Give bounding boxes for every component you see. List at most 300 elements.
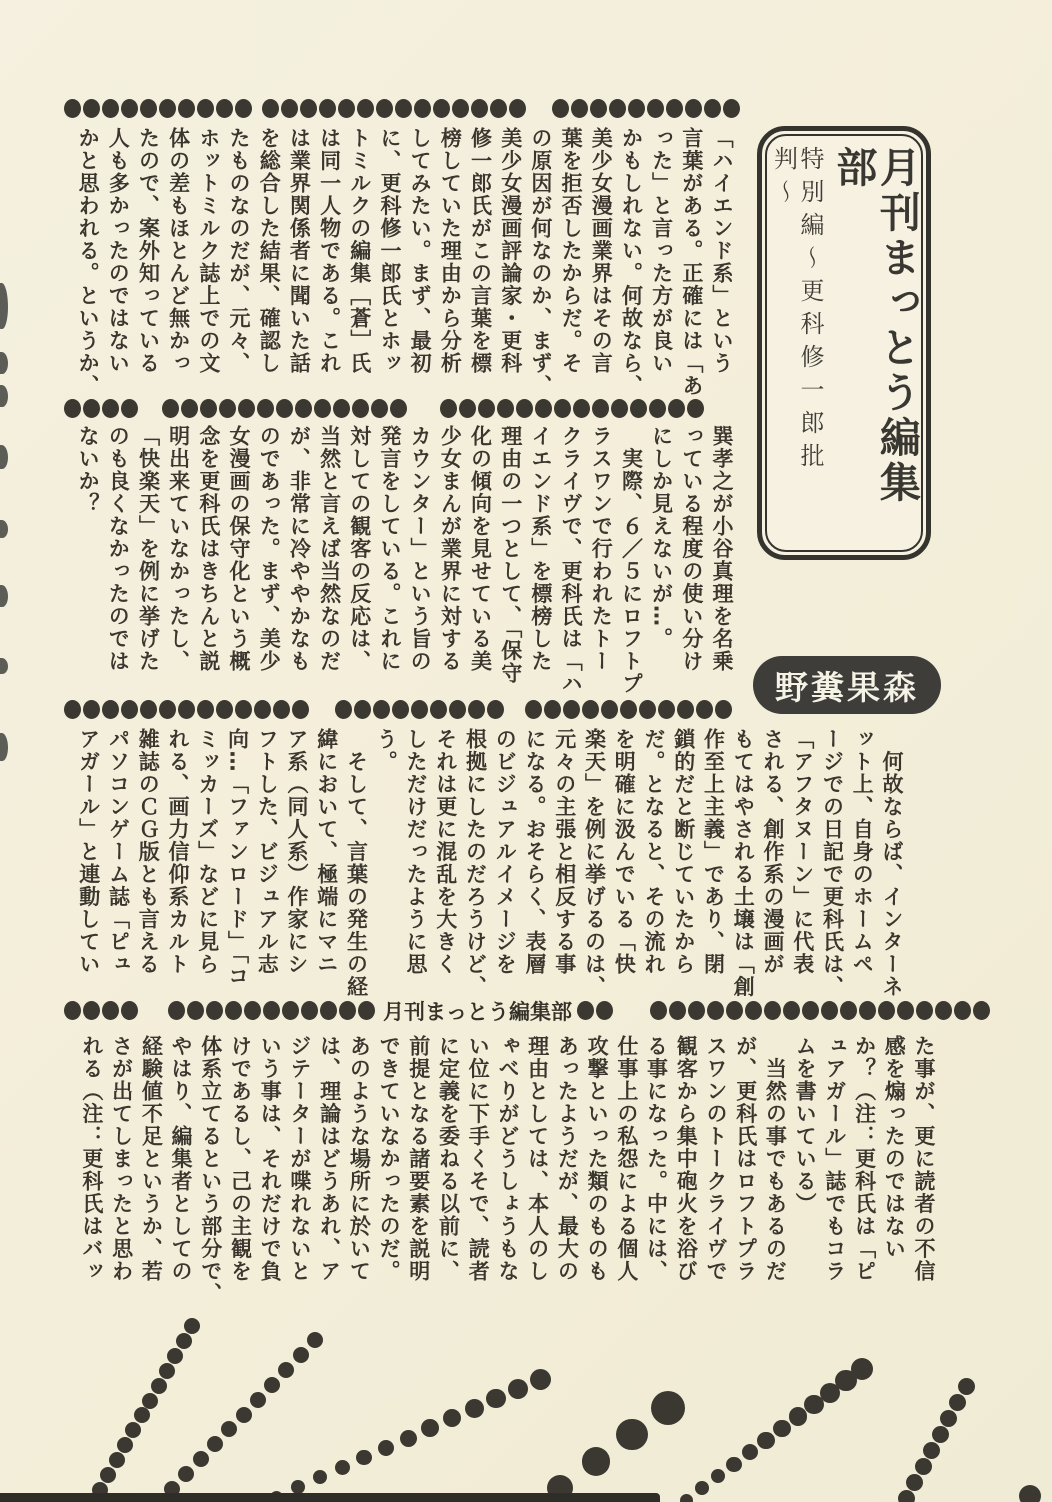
- decorative-dot: [102, 700, 119, 719]
- text-column: 美少女漫画評論家・更科: [498, 127, 523, 375]
- text-column: いう事は、それだけで負: [258, 1035, 283, 1283]
- text-column: 経験値不足というか、若: [139, 1035, 164, 1283]
- decorative-dot: [696, 700, 713, 719]
- decorative-dot: [764, 1001, 781, 1020]
- article-band-4: [76, 1035, 938, 1313]
- decorative-dot: [134, 1407, 150, 1423]
- decorative-dot: [216, 99, 233, 118]
- decorative-dot: [250, 1392, 266, 1408]
- decorative-dot: [159, 1363, 175, 1379]
- decorative-dot: [125, 1422, 141, 1438]
- decorative-dot: [167, 1348, 183, 1364]
- decorative-dot: [181, 399, 198, 418]
- decorative-dot: [680, 1494, 693, 1502]
- text-column: が、非常に冷ややかなも: [287, 425, 312, 673]
- decorative-dot: [695, 1481, 709, 1495]
- scan-bottom-edge: [0, 1493, 660, 1502]
- scan-artifact-blob: [0, 658, 8, 674]
- text-column: のビジュアルイメージを: [493, 728, 518, 976]
- decorative-dot: [954, 1001, 971, 1020]
- text-column: 向…「ファンロード」「コ: [225, 728, 250, 988]
- decorative-dot: [916, 1001, 933, 1020]
- text-column: う。: [374, 728, 399, 773]
- decorative-dot: [281, 99, 298, 118]
- decorative-dot: [295, 399, 312, 418]
- decorative-dot: [102, 99, 119, 118]
- decorative-dot: [544, 700, 561, 719]
- decorative-dot: [206, 1001, 223, 1020]
- text-column: れる、画力信仰系カルト: [166, 728, 190, 976]
- text-column: 体系立てるという部分で、: [198, 1035, 223, 1305]
- decorative-dot: [140, 99, 157, 118]
- text-column: 「快楽天」を例に挙げた: [136, 425, 161, 673]
- text-column: 「ハイエンド系」という: [710, 127, 734, 375]
- decorative-dot: [313, 1470, 327, 1484]
- decorative-dot: [162, 399, 179, 418]
- decorative-dot: [197, 700, 214, 719]
- article-band-2: [72, 425, 736, 701]
- text-column: かもしれない。何故なら、: [619, 127, 644, 397]
- text-column: ラスワンで行われたトー: [589, 425, 614, 673]
- text-column: 人も多かったのではない: [106, 127, 131, 375]
- decorative-dot: [121, 700, 138, 719]
- text-column: 作至上主義」であり、閉: [701, 728, 726, 976]
- decorative-dot: [352, 399, 369, 418]
- decorative-dot: [601, 700, 618, 719]
- decorative-dot: [100, 1467, 116, 1483]
- decorative-dot: [216, 700, 233, 719]
- text-column: 理由としては、本人のし: [525, 1035, 550, 1283]
- decorative-dot: [392, 700, 409, 719]
- decorative-dot: [688, 1001, 705, 1020]
- text-column: ジテーターが喋れないと: [287, 1035, 312, 1283]
- decorative-dot: [197, 99, 214, 118]
- decorative-dot: [802, 1001, 819, 1020]
- text-column: トミルクの編集［蒼］氏: [347, 127, 372, 375]
- text-column: 雑誌のＣＧ版とも言える: [136, 728, 161, 976]
- decorative-dot: [552, 99, 569, 118]
- text-column: い位に下手くそで、読者: [466, 1035, 491, 1283]
- decorative-dot: [596, 1001, 613, 1020]
- text-column: かと思われる。というか、: [76, 127, 101, 397]
- decorative-dot: [554, 399, 571, 418]
- decorative-dot: [459, 399, 476, 418]
- text-column: を明確に汲んでいる「快: [612, 728, 637, 976]
- text-column: のも良くなかったのでは: [106, 425, 131, 673]
- text-column: は、理論はどうあれ、ア: [317, 1035, 342, 1283]
- text-column: 美少女漫画業界はその言: [589, 127, 614, 375]
- text-column: 実際、６／５にロフトプ: [619, 425, 644, 695]
- decorative-dot: [573, 399, 590, 418]
- text-column: そして、言葉の発生の経: [344, 728, 369, 998]
- text-column: 攻撃といった類のものも: [585, 1035, 610, 1283]
- text-column: に定義を委ねる以前に、: [436, 1035, 461, 1283]
- decorative-dot: [443, 1409, 461, 1427]
- text-column: 緯において、極端にマニ: [314, 728, 339, 976]
- decorative-dot: [121, 399, 138, 418]
- decorative-dot: [973, 1001, 990, 1020]
- decorative-dot: [935, 1001, 952, 1020]
- text-column: 言葉がある。正確には「あ: [679, 127, 704, 397]
- decorative-dot: [282, 1001, 299, 1020]
- text-column: 感を煽ったのではない: [882, 1035, 907, 1260]
- decorative-dot: [685, 99, 702, 118]
- decorative-dot: [609, 99, 626, 118]
- decorative-dot: [707, 1001, 724, 1020]
- decorative-dot: [373, 700, 390, 719]
- decorative-dot: [376, 99, 393, 118]
- text-column: けであるし、己の主観を: [228, 1035, 253, 1283]
- text-column: ミッカーズ」などに見ら: [195, 728, 220, 976]
- text-column: ないか？: [76, 425, 101, 515]
- decorative-dot: [314, 399, 331, 418]
- decorative-dot: [611, 399, 628, 418]
- decorative-dot: [151, 1378, 167, 1394]
- decorative-dot: [121, 99, 138, 118]
- decorative-dot: [159, 700, 176, 719]
- decorative-dot: [726, 1457, 741, 1472]
- text-column: あのような場所に於いて: [347, 1035, 372, 1283]
- decorative-dot: [64, 1001, 81, 1020]
- scan-artifact-blob: [0, 445, 8, 469]
- text-column: たものなのだが、元々、: [227, 127, 251, 375]
- scan-artifact-blob: [0, 352, 8, 374]
- decorative-dot: [102, 1001, 119, 1020]
- text-column: 根拠にしたのだろうけど、: [463, 728, 488, 998]
- decorative-dot: [668, 399, 685, 418]
- decorative-dot: [121, 1001, 138, 1020]
- text-column: は業界関係者に聞いた話: [287, 127, 312, 375]
- decorative-dot: [923, 1442, 940, 1459]
- text-column: 鎖的だと断じていたから: [671, 728, 696, 976]
- title-box-inner-border: [765, 134, 923, 552]
- decorative-dot: [176, 1333, 192, 1349]
- decorative-dot: [898, 1490, 915, 1502]
- decorative-dot: [949, 1394, 966, 1411]
- text-column: る事になった。中には、: [644, 1035, 669, 1283]
- decorative-dot: [236, 1407, 252, 1423]
- decorative-dot: [235, 99, 252, 118]
- decorative-dot: [371, 399, 388, 418]
- decorative-dot: [254, 700, 271, 719]
- decorative-dot: [64, 700, 81, 719]
- decorative-dot: [390, 399, 407, 418]
- text-column: しただけだったように思: [404, 728, 428, 976]
- decorative-dot: [338, 99, 355, 118]
- decorative-dot: [757, 1432, 774, 1449]
- text-column: に、更科修一郎氏とホッ: [377, 127, 402, 375]
- text-column: 巽孝之が小谷真理を名乗: [710, 425, 734, 673]
- decorative-dot: [219, 399, 236, 418]
- decorative-dot: [590, 99, 607, 118]
- decorative-dot: [639, 700, 656, 719]
- decorative-dot: [356, 1450, 372, 1466]
- decorative-dot: [262, 99, 279, 118]
- text-column: やはり、編集者としての: [169, 1035, 194, 1283]
- scan-artifact-blob: [0, 283, 8, 329]
- decorative-dot: [490, 99, 507, 118]
- decorative-dot: [487, 700, 504, 719]
- text-column: 化の傾向を見せている美: [468, 425, 493, 673]
- text-column: た事が、更に読者の不信: [912, 1035, 936, 1283]
- decorative-dot: [525, 700, 542, 719]
- decorative-dot: [821, 1001, 838, 1020]
- text-column: 少女まんが業界に対する: [438, 425, 463, 673]
- decorative-dot: [335, 1460, 350, 1475]
- decorative-dot: [1019, 1485, 1041, 1502]
- text-column: 修一郎氏がこの言葉を標: [468, 127, 493, 375]
- text-column: 楽天」を例に挙げるのは、: [582, 728, 607, 998]
- text-column: 元々の主張と相反する事: [552, 728, 577, 976]
- decorative-dot: [235, 700, 252, 719]
- scan-artifact-blob: [0, 585, 8, 607]
- article-band-3: [73, 728, 906, 1004]
- text-column: 女漫画の保守化という概: [227, 425, 251, 673]
- decorative-dot: [452, 99, 469, 118]
- decorative-dot: [509, 99, 526, 118]
- text-column: を総合した結果、確認し: [257, 127, 282, 375]
- article-band-1: [72, 127, 736, 401]
- text-column: アガール」と連動してい: [76, 728, 101, 976]
- text-column: 念を更科氏はきちんと説: [196, 425, 221, 673]
- decorative-dot: [704, 99, 721, 118]
- decorative-dot: [620, 700, 637, 719]
- text-column: 榜していた理由から分析: [438, 127, 463, 375]
- decorative-dot: [669, 1001, 686, 1020]
- decorative-dot: [616, 1419, 647, 1450]
- decorative-dot: [142, 1393, 158, 1409]
- decorative-dot: [897, 1001, 914, 1020]
- decorative-dot: [83, 1001, 100, 1020]
- text-column: される、創作系の漫画が: [761, 728, 785, 976]
- text-column: イエンド系」を標榜した: [528, 425, 553, 673]
- decorative-dot: [354, 700, 371, 719]
- decorative-dot: [414, 99, 431, 118]
- decorative-dot: [471, 99, 488, 118]
- decorative-dot: [301, 1001, 318, 1020]
- decorative-dot: [291, 1480, 305, 1494]
- decorative-dot: [433, 99, 450, 118]
- text-column: 対しての観客の反応は、: [347, 425, 372, 673]
- decorative-dot: [449, 700, 466, 719]
- decorative-dot: [687, 399, 704, 418]
- title-box: [757, 126, 931, 560]
- text-column: ア系（同人系）作家にシ: [285, 728, 309, 976]
- decorative-dot: [292, 700, 309, 719]
- decorative-dot: [257, 399, 274, 418]
- decorative-dot: [486, 1389, 506, 1409]
- decorative-dot: [83, 99, 100, 118]
- decorative-dot: [184, 1318, 200, 1334]
- decorative-dot: [395, 99, 412, 118]
- decorative-dot: [915, 1458, 932, 1475]
- decorative-dot: [563, 700, 580, 719]
- text-column: か？（注：更科氏は「ピ: [852, 1035, 877, 1283]
- text-column: 明出来ていなかったし、: [166, 425, 191, 673]
- text-column: っている程度の使い分け: [679, 425, 704, 673]
- decorative-dot: [200, 399, 217, 418]
- decorative-dot: [649, 399, 666, 418]
- decorative-dot: [109, 1452, 125, 1468]
- decorative-dot: [478, 399, 495, 418]
- decorative-dot: [859, 1001, 876, 1020]
- decorative-dot: [571, 99, 588, 118]
- decorative-dot: [83, 700, 100, 719]
- decorative-dot: [430, 700, 447, 719]
- decorative-dot: [628, 99, 645, 118]
- text-column: ュアガール」誌でもコラ: [822, 1035, 847, 1283]
- decorative-dot: [83, 399, 100, 418]
- decorative-dot: [932, 1426, 949, 1443]
- text-column: った」と言った方が良い: [649, 127, 674, 375]
- text-column: クライヴで、更科氏は「ハ: [559, 425, 584, 695]
- text-column: たので、案外知っている: [136, 127, 161, 375]
- text-column: 発言をしている。これに: [377, 425, 402, 673]
- decorative-dot: [339, 1001, 356, 1020]
- decorative-dot: [940, 1410, 957, 1427]
- decorative-dot: [577, 1001, 594, 1020]
- decorative-dot: [64, 99, 81, 118]
- decorative-dot: [264, 1377, 280, 1393]
- decorative-dot: [221, 1421, 237, 1437]
- text-column: それは更に混乱を大きく: [433, 728, 458, 976]
- page-subtitle: 特別編〜更科修一郎批判〜: [769, 146, 824, 476]
- text-column: ージでの日記で更科氏は、: [820, 728, 845, 998]
- text-column: 観客から集中砲火を浴び: [674, 1035, 699, 1283]
- text-column: 前提となる諸要素を説明: [406, 1035, 431, 1283]
- decorative-dot: [745, 1001, 762, 1020]
- text-column: ムを書いている）: [793, 1035, 818, 1215]
- decorative-dot: [193, 1451, 209, 1467]
- decorative-dot: [878, 1001, 895, 1020]
- decorative-dot: [592, 399, 609, 418]
- text-column: れる（注：更科氏はバッ: [79, 1035, 104, 1283]
- decorative-dot: [187, 1001, 204, 1020]
- decorative-dot: [666, 99, 683, 118]
- decorative-dot: [273, 700, 290, 719]
- decorative-dot: [651, 1391, 685, 1425]
- decorative-dot: [207, 1436, 223, 1452]
- decorative-dot: [516, 399, 533, 418]
- decorative-dot: [440, 399, 457, 418]
- text-column: ホットミルク誌上での文: [196, 127, 221, 375]
- scan-artifact-blob: [0, 733, 8, 761]
- decorative-dot: [358, 1001, 375, 1020]
- decorative-dot: [647, 99, 664, 118]
- decorative-dot: [159, 99, 176, 118]
- decorative-dot: [178, 1466, 194, 1482]
- decorative-dot: [225, 1001, 242, 1020]
- decorative-dot: [658, 700, 675, 719]
- text-column: フトした、ビジュアル志: [255, 728, 280, 976]
- author-badge: [753, 656, 941, 714]
- text-column: 葉を拒否したからだ。そ: [559, 127, 584, 375]
- decorative-dot: [278, 1362, 294, 1378]
- decorative-dot: [411, 700, 428, 719]
- text-column: は同一人物である。これ: [317, 127, 342, 375]
- decorative-dot: [723, 99, 740, 118]
- decorative-dot: [789, 1407, 808, 1426]
- text-column: 理由の一つとして、「保守: [498, 425, 523, 685]
- decorative-dot: [117, 1437, 133, 1453]
- decorative-dot: [319, 99, 336, 118]
- page-title: 月刊まっとう編集部: [829, 146, 921, 506]
- decorative-dot: [64, 399, 81, 418]
- decorative-dot: [530, 1369, 551, 1390]
- decorative-dot: [276, 399, 293, 418]
- decorative-dot: [140, 700, 157, 719]
- text-column: 当然と言えば当然なのだ: [317, 425, 342, 673]
- text-column: にしか見えないが…。: [649, 425, 674, 650]
- decorative-dot: [300, 99, 317, 118]
- decorative-dot: [335, 700, 352, 719]
- scan-artifact-blob: [0, 520, 8, 538]
- scan-artifact-blob: [0, 385, 8, 407]
- decorative-dot: [293, 1347, 309, 1363]
- decorative-dot: [840, 1001, 857, 1020]
- text-column: だ。となると、その流れ: [642, 728, 666, 976]
- text-column: スワンのトークライヴで: [703, 1035, 728, 1283]
- text-column: できていなかったのだ。: [377, 1035, 402, 1283]
- decorative-dot: [630, 399, 647, 418]
- decorative-dot: [244, 1001, 261, 1020]
- text-column: 仕事上の私怨による個人: [614, 1035, 639, 1283]
- decorative-dot: [421, 1419, 439, 1437]
- decorative-dot: [677, 700, 694, 719]
- text-column: が、更科氏はロフトプラ: [733, 1035, 758, 1283]
- text-column: のであった。まず、美少: [257, 425, 282, 673]
- decorative-dot: [178, 99, 195, 118]
- author-name: 野糞果森: [775, 667, 919, 707]
- text-column: ゃべりがどうしょうもな: [495, 1035, 520, 1283]
- text-column: になる。おそらく、表層: [523, 728, 547, 976]
- text-column: 体の差もほとんど無かっ: [166, 127, 191, 375]
- text-column: あったようだが、最大の: [555, 1035, 580, 1283]
- decorative-dot: [178, 700, 195, 719]
- decorative-dot: [497, 399, 514, 418]
- decorative-dot: [333, 399, 350, 418]
- decorative-dot: [465, 1399, 484, 1418]
- decorative-dot: [238, 399, 255, 418]
- decorative-dot: [715, 700, 732, 719]
- text-column: もてはやされる土壌は「創: [731, 728, 756, 998]
- decorative-dot: [726, 1001, 743, 1020]
- text-column: 当然の事でもあるのだ: [763, 1035, 788, 1283]
- text-column: 「アフタヌーン」に代表: [790, 728, 815, 976]
- decorative-dot: [711, 1469, 726, 1484]
- decorative-dot: [783, 1001, 800, 1020]
- decorative-dot: [535, 399, 552, 418]
- decorative-dot: [582, 1447, 611, 1476]
- decorative-dot: [508, 1379, 528, 1399]
- decorative-dot: [168, 1001, 185, 1020]
- divider-label: 月刊まっとう編集部: [383, 1000, 572, 1024]
- text-column: ット上、自身のホームペ: [850, 728, 875, 976]
- decorative-dot: [307, 1332, 323, 1348]
- text-column: パソコンゲーム誌「ピュ: [106, 728, 131, 976]
- decorative-dot: [742, 1444, 758, 1460]
- decorative-dot: [102, 399, 119, 418]
- text-column: さが出てしまったと思わ: [109, 1035, 134, 1283]
- text-column: の原因が何なのか、まず、: [528, 127, 553, 397]
- decorative-dot: [357, 99, 374, 118]
- decorative-dot: [650, 1001, 667, 1020]
- text-column: してみたい。まず、最初: [408, 127, 433, 375]
- text-column: 何故ならば、インターネ: [880, 728, 904, 998]
- decorative-dot: [468, 700, 485, 719]
- text-column: カウンター」という旨の: [408, 425, 433, 673]
- decorative-dot: [263, 1001, 280, 1020]
